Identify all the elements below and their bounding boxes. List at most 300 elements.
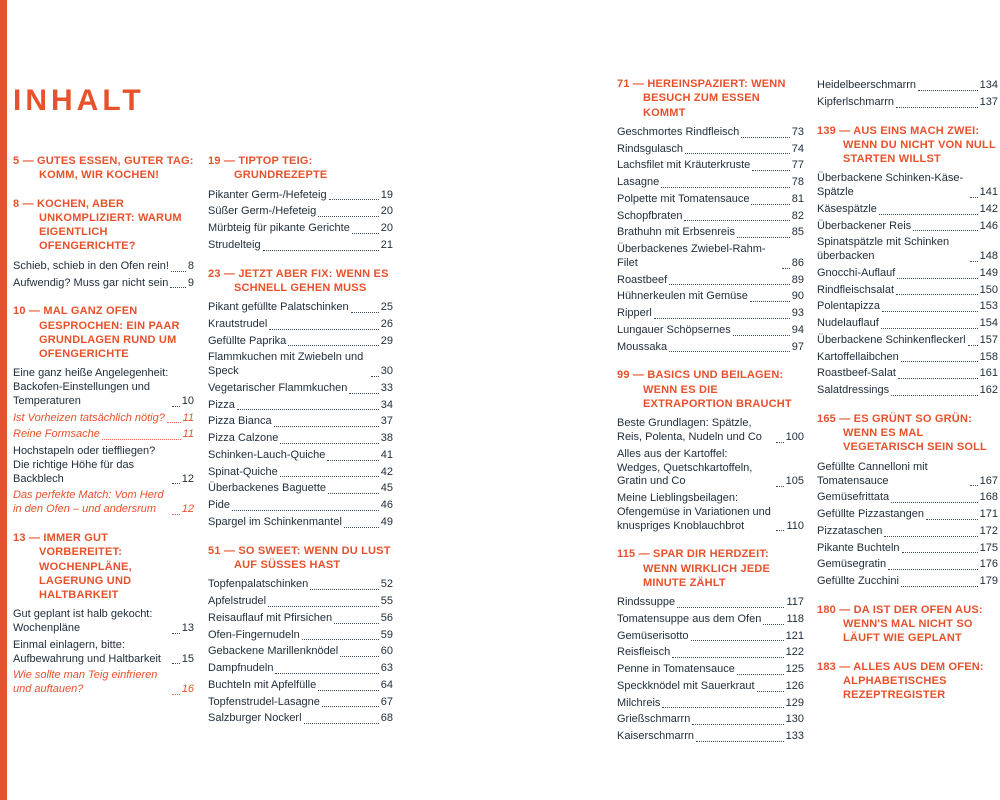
dot-leader xyxy=(901,361,978,362)
toc-entry xyxy=(617,176,804,190)
toc-entry xyxy=(617,697,804,711)
toc-entry xyxy=(208,482,393,496)
entry-page-number: 41 xyxy=(380,448,393,461)
entry-title: Heidelbeerschmarrn xyxy=(817,79,917,91)
toc-entry xyxy=(208,712,393,726)
toc-section xyxy=(208,154,393,253)
entry-title: Überbackene Schinkenfleckerl xyxy=(817,333,966,346)
entry-page-number: 146 xyxy=(979,219,998,232)
dot-leader xyxy=(310,589,378,590)
dot-leader xyxy=(696,741,784,742)
entry-page-number: 45 xyxy=(380,482,393,495)
toc-section xyxy=(13,154,194,183)
dot-leader xyxy=(352,233,379,234)
dot-leader xyxy=(351,312,379,313)
entry-page-number: 176 xyxy=(979,558,998,571)
toc-entry xyxy=(817,491,998,505)
entry-page-number: 129 xyxy=(785,696,804,709)
toc-entry xyxy=(617,596,804,610)
toc-entry xyxy=(13,260,194,274)
toc-entry xyxy=(208,466,393,480)
dot-leader xyxy=(741,137,789,138)
entry-title: Pide xyxy=(208,499,231,512)
toc-entry xyxy=(208,239,393,253)
dot-leader xyxy=(334,623,379,624)
dot-leader xyxy=(102,439,181,440)
section-heading: 19 — TIPTOP TEIG: GRUNDREZEPTE xyxy=(208,155,328,182)
dot-leader xyxy=(884,536,977,537)
dot-leader xyxy=(274,426,379,427)
entry-page-number: 11 xyxy=(182,411,194,424)
entry-title: Aufwendig? Muss gar nicht sein xyxy=(13,276,169,289)
entry-title: Buchteln mit Apfelfülle xyxy=(208,678,317,691)
entry-title: Gefüllte Pizzastangen xyxy=(817,508,925,521)
dot-leader xyxy=(172,694,180,695)
dot-leader xyxy=(970,197,978,198)
toc-entry xyxy=(817,172,998,200)
entry-page-number: 15 xyxy=(181,652,194,665)
section-heading: 180 — DA IST DER OFEN AUS: WENN'S MAL NICHT SO LÄUFT WIE GEPLANT xyxy=(817,603,983,645)
entry-page-number: 59 xyxy=(380,628,393,641)
toc-entry xyxy=(817,542,998,556)
dot-leader xyxy=(881,328,978,329)
entry-page-number: 13 xyxy=(181,622,194,635)
entry-page-number: 34 xyxy=(380,398,393,411)
dot-leader xyxy=(275,673,378,674)
entry-title: Gemüsegratin xyxy=(817,558,887,571)
entry-page-number: 26 xyxy=(380,317,393,330)
toc-section xyxy=(617,368,804,533)
dot-leader xyxy=(280,443,378,444)
entry-title: Pizza Bianca xyxy=(208,415,272,428)
entry-page-number: 85 xyxy=(791,226,804,239)
dot-leader xyxy=(891,395,977,396)
entry-page-number: 37 xyxy=(380,415,393,428)
toc-column-3 xyxy=(617,77,804,758)
dot-leader xyxy=(172,514,180,515)
entry-title: Geschmortes Rindfleisch xyxy=(617,125,740,138)
entry-page-number: 86 xyxy=(791,256,804,269)
dot-leader xyxy=(268,606,379,607)
entry-page-number: 117 xyxy=(786,596,804,609)
entry-title: Pikante Buchteln xyxy=(817,541,900,554)
section-heading: 165 — ES GRÜNT SO GRÜN: WENN ES MAL VEGETARISCH SEIN SOLL xyxy=(817,412,987,454)
entry-title: Gemüserisotto xyxy=(617,629,689,642)
entry-page-number: 153 xyxy=(979,300,998,313)
entry-title: Gebackene Marillenknödel xyxy=(208,645,339,658)
toc-entry xyxy=(13,608,194,636)
toc-entry xyxy=(817,203,998,217)
toc-entry xyxy=(817,96,998,110)
toc-entry xyxy=(617,126,804,140)
dot-leader xyxy=(750,301,790,302)
toc-entry xyxy=(208,516,393,530)
entry-title: Überbackener Reis xyxy=(817,219,912,232)
dot-leader xyxy=(304,723,379,724)
toc-entry xyxy=(817,367,998,381)
dot-leader xyxy=(329,199,379,200)
entry-title: Polentapizza xyxy=(817,300,880,313)
entry-title: Mürbteig für pikante Gerichte xyxy=(208,222,350,235)
entry-title: Reisfleisch xyxy=(617,646,671,659)
entry-page-number: 126 xyxy=(785,679,804,692)
toc-entry xyxy=(617,341,804,355)
toc-entry xyxy=(817,525,998,539)
entry-title: Pizza Calzone xyxy=(208,432,279,445)
toc-entry xyxy=(617,730,804,744)
dot-leader xyxy=(901,586,978,587)
dot-leader xyxy=(776,442,784,443)
entry-page-number: 167 xyxy=(979,474,998,487)
entry-page-number: 67 xyxy=(380,695,393,708)
dot-leader xyxy=(318,690,379,691)
entry-title: Eine ganz heiße Angelegenheit: Backofen-Einstellungen und Temperaturen xyxy=(13,367,169,407)
dot-leader xyxy=(288,345,378,346)
toc-section xyxy=(817,660,998,703)
entry-title: Gemüsefrittata xyxy=(817,491,890,504)
toc-entry xyxy=(617,713,804,727)
toc-entry xyxy=(208,662,393,676)
entry-page-number: 150 xyxy=(979,283,998,296)
toc-section xyxy=(617,547,804,744)
entry-page-number: 78 xyxy=(791,176,804,189)
dot-leader xyxy=(752,170,789,171)
toc-column-1 xyxy=(13,154,194,711)
dot-leader xyxy=(897,278,977,279)
entry-page-number: 110 xyxy=(786,519,804,532)
dot-leader xyxy=(172,406,180,407)
entry-title: Roastbeef xyxy=(617,273,668,286)
toc-entry xyxy=(208,382,393,396)
entry-title: Ofen-Fingernudeln xyxy=(208,628,300,641)
toc-entry xyxy=(208,351,393,379)
toc-entry xyxy=(208,645,393,659)
toc-section xyxy=(13,197,194,291)
dot-leader xyxy=(926,519,978,520)
toc-entry xyxy=(817,575,998,589)
entry-page-number: 133 xyxy=(785,730,804,743)
entry-title: Roastbeef-Salat xyxy=(817,367,896,380)
toc-column-2 xyxy=(208,154,393,740)
toc-entry xyxy=(617,307,804,321)
entry-page-number: 121 xyxy=(785,629,804,642)
entry-title: Wie sollte man Teig einfrieren und auftauen? xyxy=(13,669,158,696)
entry-title: Brathuhn mit Erbsenreis xyxy=(617,226,735,239)
entry-page-number: 30 xyxy=(380,365,393,378)
dot-leader xyxy=(684,220,789,221)
toc-entry xyxy=(617,274,804,288)
entry-title: Polpette mit Tomatensauce xyxy=(617,192,750,205)
entry-title: Rindfleischsalat xyxy=(817,283,895,296)
entry-page-number: 52 xyxy=(380,578,393,591)
dot-leader xyxy=(902,552,978,553)
dot-leader xyxy=(898,378,978,379)
section-heading: 115 — SPAR DIR HERDZEIT: WENN WIRKLICH JEDE MINUTE ZÄHLT xyxy=(617,548,771,589)
entry-page-number: 141 xyxy=(979,186,998,199)
entry-page-number: 8 xyxy=(187,259,194,272)
dot-leader xyxy=(172,633,180,634)
entry-page-number: 25 xyxy=(380,301,393,314)
dot-leader xyxy=(776,530,784,531)
dot-leader xyxy=(170,287,186,288)
toc-entry xyxy=(208,595,393,609)
entry-title: Pizza xyxy=(208,398,235,411)
entry-page-number: 20 xyxy=(380,222,393,235)
entry-page-number: 89 xyxy=(791,273,804,286)
entry-title: Krautstrudel xyxy=(208,317,268,330)
dot-leader xyxy=(302,639,379,640)
section-heading: 99 — BASICS UND BEILAGEN: WENN ES DIE EXTRAPORTION BRAUCHT xyxy=(617,369,792,410)
entry-page-number: 171 xyxy=(979,508,998,521)
entry-title: Grießschmarrn xyxy=(617,713,691,726)
entry-page-number: 157 xyxy=(979,333,998,346)
toc-section xyxy=(208,267,393,530)
entry-title: Hühnerkeulen mit Gemüse xyxy=(617,290,748,303)
entry-page-number: 64 xyxy=(380,678,393,691)
entry-title: Meine Lieblingsbeilagen: Ofengemüse in Variationen und knuspriges Knoblauchbrot xyxy=(617,492,771,532)
dot-leader xyxy=(661,187,790,188)
section-heading: 71 — HEREINSPAZIERT: WENN BESUCH ZUM ESSEN KOMMT xyxy=(617,78,786,119)
dot-leader xyxy=(344,527,379,528)
entry-title: Kartoffellaibchen xyxy=(817,350,899,363)
dot-leader xyxy=(888,569,978,570)
entry-page-number: 46 xyxy=(380,499,393,512)
entry-page-number: 20 xyxy=(380,205,393,218)
entry-title: Süßer Germ-/Hefeteig xyxy=(208,205,317,218)
entry-page-number: 19 xyxy=(380,188,393,201)
toc-entry xyxy=(208,449,393,463)
toc-section xyxy=(817,79,998,110)
toc-entry xyxy=(13,639,194,667)
entry-title: Pizzataschen xyxy=(817,524,883,537)
entry-page-number: 12 xyxy=(181,472,194,485)
dot-leader xyxy=(763,624,784,625)
dot-leader xyxy=(970,485,978,486)
entry-page-number: 55 xyxy=(380,595,393,608)
entry-page-number: 179 xyxy=(979,575,998,588)
entry-page-number: 42 xyxy=(380,465,393,478)
entry-page-number: 73 xyxy=(791,125,804,138)
entry-title: Ist Vorheizen tatsächlich nötig? xyxy=(13,411,165,424)
entry-page-number: 82 xyxy=(791,209,804,222)
entry-page-number: 60 xyxy=(380,645,393,658)
entry-title: Beste Grundlagen: Spätzle, Reis, Polenta, Nudeln und Co xyxy=(617,417,762,444)
entry-title: Überbackene Schinken-Käse-Spätzle xyxy=(817,172,964,199)
toc-entry xyxy=(208,415,393,429)
entry-page-number: 74 xyxy=(791,142,804,155)
toc-entry xyxy=(617,210,804,224)
entry-page-number: 16 xyxy=(181,683,194,696)
dot-leader xyxy=(280,476,379,477)
entry-title: Vegetarischer Flammkuchen xyxy=(208,381,348,394)
toc-entry xyxy=(617,630,804,644)
toc-entry xyxy=(817,79,998,93)
entry-page-number: 97 xyxy=(791,340,804,353)
toc-entry xyxy=(13,669,194,697)
entry-title: Kaiserschmarrn xyxy=(617,730,695,743)
entry-page-number: 148 xyxy=(979,250,998,263)
entry-page-number: 56 xyxy=(380,611,393,624)
entry-title: Hochstapeln oder tieffliegen? Die richtige Höhe für das Backblech xyxy=(13,445,156,485)
entry-page-number: 154 xyxy=(979,317,998,330)
entry-title: Apfelstrudel xyxy=(208,595,267,608)
section-heading: 10 — MAL GANZ OFEN GESPROCHEN: EIN PAAR GRUNDLAGEN RUND UM OFENGERICHTE xyxy=(13,305,180,361)
entry-title: Gefüllte Cannelloni mit Tomatensauce xyxy=(817,460,928,487)
entry-page-number: 105 xyxy=(785,475,804,488)
entry-page-number: 29 xyxy=(380,334,393,347)
entry-title: Moussaka xyxy=(617,340,668,353)
entry-page-number: 149 xyxy=(979,266,998,279)
dot-leader xyxy=(167,422,181,423)
toc-entry xyxy=(13,428,194,442)
entry-page-number: 172 xyxy=(979,524,998,537)
toc-entry xyxy=(208,612,393,626)
entry-page-number: 168 xyxy=(979,491,998,504)
toc-entry xyxy=(617,663,804,677)
section-heading: 5 — GUTES ESSEN, GUTER TAG: KOMM, WIR KOCHEN! xyxy=(13,155,194,182)
entry-title: Überbackenes Zwiebel-Rahm-Filet xyxy=(617,243,766,269)
entry-title: Gefüllte Zucchini xyxy=(817,575,899,588)
entry-page-number: 142 xyxy=(979,202,998,215)
toc-entry xyxy=(617,613,804,627)
entry-title: Gefüllte Paprika xyxy=(208,334,287,347)
dot-leader xyxy=(327,460,378,461)
entry-title: Kipferlschmarrn xyxy=(817,95,895,108)
toc-entry xyxy=(208,399,393,413)
entry-page-number: 93 xyxy=(791,307,804,320)
entry-page-number: 118 xyxy=(786,612,804,625)
dot-leader xyxy=(692,724,783,725)
entry-title: Nudelauflauf xyxy=(817,317,879,330)
entry-title: Lachsfilet mit Kräuterkruste xyxy=(617,159,751,172)
entry-title: Topfenpalatschinken xyxy=(208,578,309,591)
toc-entry xyxy=(817,284,998,298)
toc-entry xyxy=(617,417,804,445)
toc-entry xyxy=(617,193,804,207)
dot-leader xyxy=(371,376,379,377)
entry-title: Tomatensuppe aus dem Ofen xyxy=(617,612,762,625)
dot-leader xyxy=(882,311,978,312)
toc-entry xyxy=(208,679,393,693)
dot-leader xyxy=(970,261,978,262)
entry-title: Überbackenes Baguette xyxy=(208,482,327,495)
dot-leader xyxy=(891,502,978,503)
entry-page-number: 130 xyxy=(785,713,804,726)
toc-entry xyxy=(817,267,998,281)
dot-leader xyxy=(662,707,783,708)
toc-entry xyxy=(617,680,804,694)
toc-entry xyxy=(13,412,194,426)
toc-entry xyxy=(617,324,804,338)
dot-leader xyxy=(232,510,379,511)
entry-page-number: 49 xyxy=(380,515,393,528)
entry-title: Ripperl xyxy=(617,307,652,320)
toc-entry xyxy=(817,317,998,331)
dot-leader xyxy=(757,691,784,692)
entry-title: Das perfekte Match: Vom Herd in den Ofen – und andersrum xyxy=(13,489,164,516)
dot-leader xyxy=(672,657,783,658)
toc-section xyxy=(13,531,194,697)
entry-title: Spinat-Quiche xyxy=(208,465,278,478)
toc-entry xyxy=(617,290,804,304)
entry-title: Rindsgulasch xyxy=(617,142,684,155)
dot-leader xyxy=(918,90,978,91)
toc-entry xyxy=(617,159,804,173)
entry-title: Lasagne xyxy=(617,176,660,189)
dot-leader xyxy=(733,335,790,336)
entry-title: Dampfnudeln xyxy=(208,662,274,675)
dot-leader xyxy=(751,204,789,205)
dot-leader xyxy=(172,483,180,484)
entry-page-number: 122 xyxy=(785,646,804,659)
section-heading: 51 — SO SWEET: WENN DU LUST AUF SÜSSES HAST xyxy=(208,544,391,571)
dot-leader xyxy=(654,318,790,319)
entry-page-number: 38 xyxy=(380,432,393,445)
section-heading: 13 — IMMER GUT VORBEREITET: WOCHENPLÄNE, LAGERUNG UND HALTBARKEIT xyxy=(13,531,132,602)
entry-page-number: 12 xyxy=(181,503,194,516)
toc-entry xyxy=(817,384,998,398)
dot-leader xyxy=(669,351,790,352)
dot-leader xyxy=(328,493,379,494)
dot-leader xyxy=(913,230,977,231)
entry-title: Flammkuchen mit Zwiebeln und Speck xyxy=(208,351,364,378)
dot-leader xyxy=(737,237,790,238)
dot-leader xyxy=(896,294,978,295)
entry-title: Salzburger Nockerl xyxy=(208,712,302,725)
dot-leader xyxy=(237,409,379,410)
toc-entry xyxy=(208,222,393,236)
dot-leader xyxy=(677,607,784,608)
entry-title: Käsespätzle xyxy=(817,202,877,215)
toc-entry xyxy=(617,243,804,271)
entry-page-number: 161 xyxy=(979,367,998,380)
dot-leader xyxy=(782,268,790,269)
entry-title: Lungauer Schöpsernes xyxy=(617,323,731,336)
entry-page-number: 100 xyxy=(785,431,804,444)
toc-entry xyxy=(208,318,393,332)
toc-entry xyxy=(817,236,998,264)
entry-title: Penne in Tomatensauce xyxy=(617,663,735,676)
entry-page-number: 162 xyxy=(979,384,998,397)
toc-entry xyxy=(617,143,804,157)
toc-section xyxy=(208,544,393,726)
entry-title: Reine Formsache xyxy=(13,428,100,441)
entry-title: Rindssuppe xyxy=(617,596,676,609)
section-heading: 23 — JETZT ABER FIX: WENN ES SCHNELL GEHEN MUSS xyxy=(208,267,389,294)
entry-title: Topfenstrudel-Lasagne xyxy=(208,695,320,708)
toc-entry xyxy=(617,448,804,489)
entry-page-number: 94 xyxy=(791,323,804,336)
dot-leader xyxy=(669,284,790,285)
entry-title: Spargel im Schinkenmantel xyxy=(208,515,342,528)
toc-entry xyxy=(817,351,998,365)
toc-entry xyxy=(208,499,393,513)
section-heading: 139 — AUS EINS MACH ZWEI: WENN DU NICHT VON NULL STARTEN WILLST xyxy=(817,124,996,166)
toc-entry xyxy=(617,226,804,240)
toc-entry xyxy=(617,492,804,533)
entry-page-number: 81 xyxy=(791,192,804,205)
entry-title: Pikant gefüllte Palatschinken xyxy=(208,301,349,314)
dot-leader xyxy=(776,486,784,487)
entry-page-number: 21 xyxy=(380,238,393,251)
dot-leader xyxy=(737,674,784,675)
dot-leader xyxy=(318,216,379,217)
entry-page-number: 175 xyxy=(979,541,998,554)
toc-column-4 xyxy=(817,79,998,717)
entry-title: Strudelteig xyxy=(208,238,261,251)
toc-entry xyxy=(208,578,393,592)
entry-page-number: 158 xyxy=(979,350,998,363)
